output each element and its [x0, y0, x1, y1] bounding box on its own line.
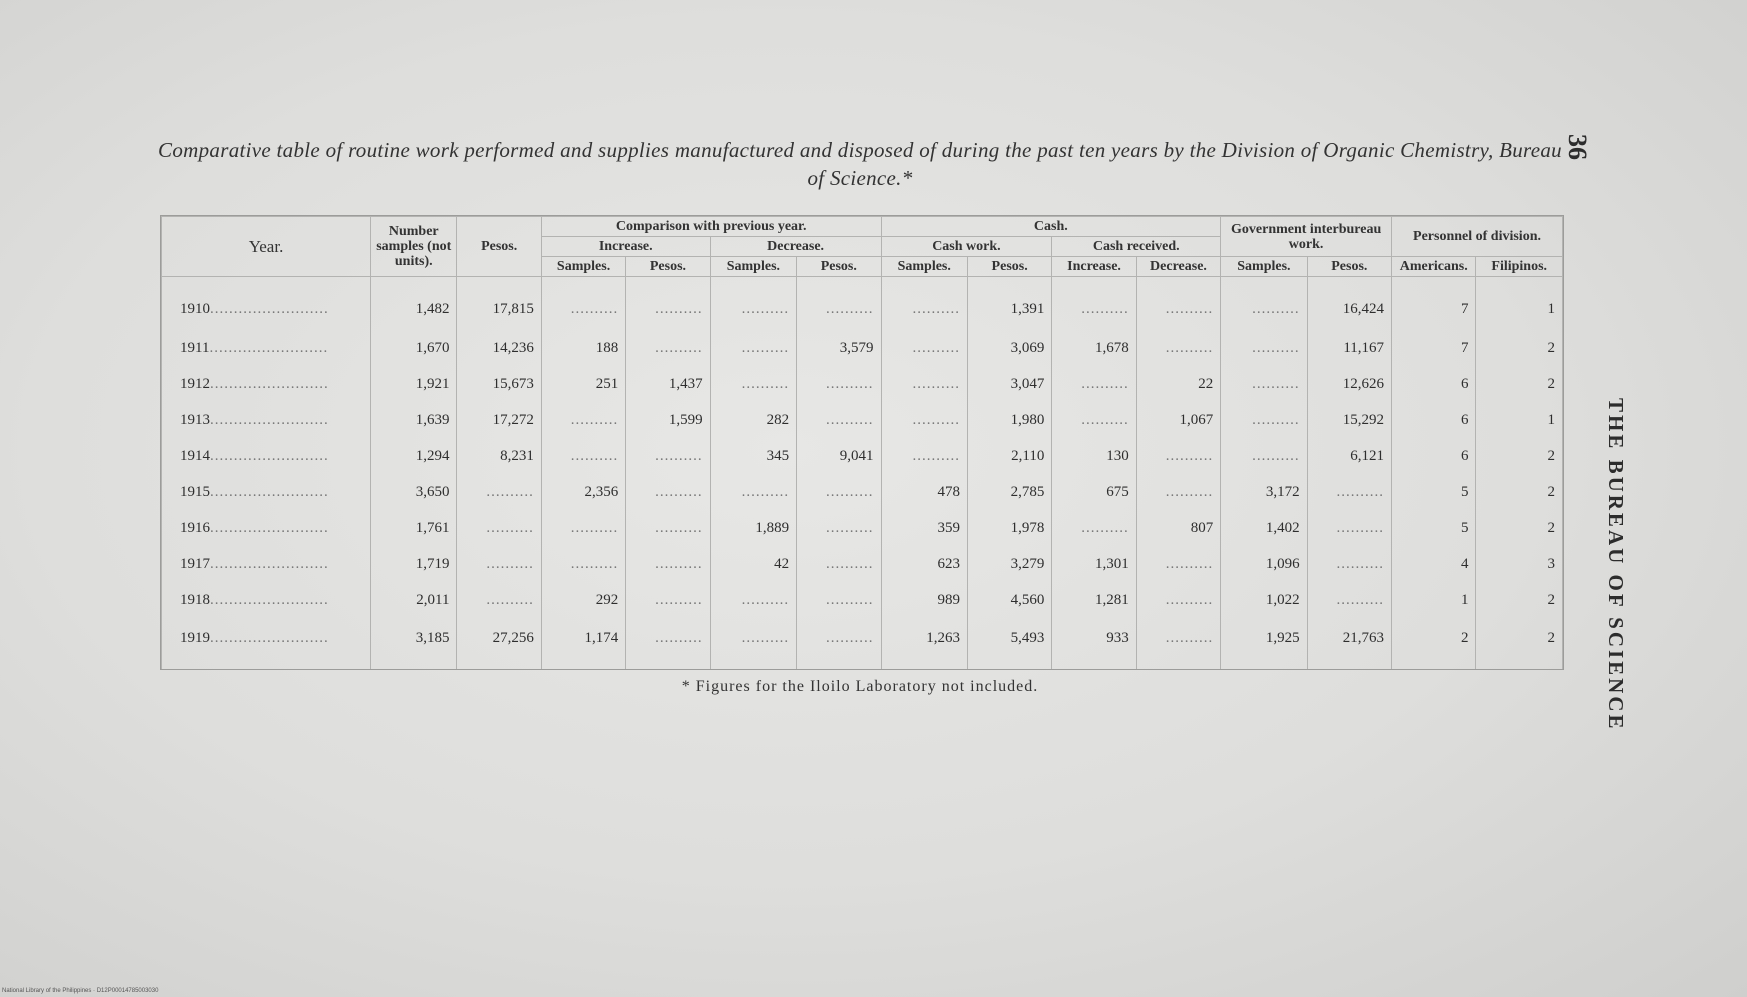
cell-gov-pesos: 16,424	[1307, 277, 1391, 331]
cell-dec-pesos: ..........	[797, 618, 881, 669]
cell-pesos: 15,673	[457, 367, 541, 403]
table-row	[162, 367, 1563, 403]
cell-cr-increase: 933	[1052, 618, 1136, 669]
table-row	[162, 331, 1563, 367]
table-row	[162, 582, 1563, 618]
cell-pesos: 27,256	[457, 618, 541, 669]
cell-inc-samples: ..........	[541, 546, 625, 582]
header-inc-pesos: Pesos.	[626, 257, 710, 277]
cell-cr-decrease: ..........	[1136, 277, 1220, 331]
table-row	[162, 546, 1563, 582]
cell-dec-pesos: ..........	[797, 475, 881, 511]
table-row	[162, 439, 1563, 475]
cell-filipinos: 2	[1476, 367, 1563, 403]
cell-cw-samples: ..........	[881, 331, 967, 367]
cell-filipinos: 2	[1476, 582, 1563, 618]
header-gov-pesos: Pesos.	[1307, 257, 1391, 277]
cell-dec-pesos: ..........	[797, 582, 881, 618]
cell-samples: 1,639	[371, 403, 457, 439]
routine-work-table	[161, 216, 1563, 669]
cell-dec-pesos: 9,041	[797, 439, 881, 475]
cell-dec-samples: ..........	[710, 582, 796, 618]
year-cell: 1912.........................	[162, 367, 371, 403]
cell-cw-pesos: 5,493	[967, 618, 1051, 669]
header-cr-decrease: Decrease.	[1136, 257, 1220, 277]
cell-inc-samples: ..........	[541, 510, 625, 546]
cell-gov-samples: ..........	[1221, 277, 1307, 331]
header-cr-increase: Increase.	[1052, 257, 1136, 277]
cell-cw-samples: 359	[881, 510, 967, 546]
cell-pesos: 17,272	[457, 403, 541, 439]
header-pesos: Pesos.	[457, 217, 541, 277]
header-cash-received: Cash received.	[1052, 237, 1221, 257]
cell-gov-samples: ..........	[1221, 331, 1307, 367]
cell-pesos: 17,815	[457, 277, 541, 331]
year-cell: 1917.........................	[162, 546, 371, 582]
header-inc-samples: Samples.	[541, 257, 625, 277]
header-comparison: Comparison with previous year.	[541, 217, 881, 237]
year-value: 1917	[180, 555, 210, 572]
cell-inc-samples: ..........	[541, 277, 625, 331]
cell-cw-pesos: 1,980	[967, 403, 1051, 439]
cell-samples: 1,921	[371, 367, 457, 403]
header-dec-pesos: Pesos.	[797, 257, 881, 277]
year-value: 1910	[180, 301, 210, 318]
header-increase: Increase.	[541, 237, 710, 257]
cell-gov-pesos: 15,292	[1307, 403, 1391, 439]
cell-cr-increase: ..........	[1052, 510, 1136, 546]
cell-gov-samples: ..........	[1221, 403, 1307, 439]
cell-cr-decrease: ..........	[1136, 582, 1220, 618]
cell-cw-samples: ..........	[881, 277, 967, 331]
cell-gov-samples: ..........	[1221, 439, 1307, 475]
cell-cr-increase: 1,281	[1052, 582, 1136, 618]
cell-cw-samples: ..........	[881, 403, 967, 439]
cell-dec-samples: ..........	[710, 331, 796, 367]
cell-dec-samples: ..........	[710, 277, 796, 331]
year-cell: 1913.........................	[162, 403, 371, 439]
cell-dec-samples: ..........	[710, 475, 796, 511]
cell-cw-pesos: 2,785	[967, 475, 1051, 511]
cell-gov-samples: 1,402	[1221, 510, 1307, 546]
cell-americans: 6	[1392, 367, 1476, 403]
cell-cr-decrease: ..........	[1136, 546, 1220, 582]
data-table-frame	[160, 215, 1564, 670]
footnote: * Figures for the Iloilo Laboratory not included.	[681, 678, 1039, 695]
cell-americans: 1	[1392, 582, 1476, 618]
cell-filipinos: 2	[1476, 618, 1563, 669]
cell-cw-samples: ..........	[881, 439, 967, 475]
cell-filipinos: 1	[1476, 403, 1563, 439]
year-cell: 1916.........................	[162, 510, 371, 546]
cell-cw-samples: 1,263	[881, 618, 967, 669]
cell-gov-pesos: ..........	[1307, 510, 1391, 546]
cell-dec-pesos: 3,579	[797, 331, 881, 367]
year-value: 1914	[180, 448, 210, 465]
cell-gov-samples: 1,096	[1221, 546, 1307, 582]
cell-cw-samples: ..........	[881, 367, 967, 403]
cell-inc-samples: 251	[541, 367, 625, 403]
table-row	[162, 618, 1563, 669]
year-cell: 1910.........................	[162, 277, 371, 331]
cell-cr-decrease: ..........	[1136, 475, 1220, 511]
cell-samples: 1,719	[371, 546, 457, 582]
header-year: Year.	[162, 217, 371, 277]
cell-cr-increase: ..........	[1052, 367, 1136, 403]
year-cell: 1911.........................	[162, 331, 371, 367]
cell-cw-samples: 623	[881, 546, 967, 582]
table-row	[162, 475, 1563, 511]
cell-americans: 6	[1392, 403, 1476, 439]
cell-americans: 7	[1392, 277, 1476, 331]
table-title: Comparative table of routine work performed and supplies manufactured and disposed of during the past ten years by the Division of Organic Chemistry, Bureau of Science.*	[158, 138, 1562, 190]
year-value: 1919	[180, 630, 210, 647]
table-row	[162, 277, 1563, 331]
cell-cw-samples: 989	[881, 582, 967, 618]
cell-inc-pesos: ..........	[626, 277, 710, 331]
cell-gov-samples: 1,925	[1221, 618, 1307, 669]
cell-inc-pesos: ..........	[626, 510, 710, 546]
cell-cr-increase: 1,301	[1052, 546, 1136, 582]
cell-cr-decrease: 807	[1136, 510, 1220, 546]
header-decrease: Decrease.	[710, 237, 881, 257]
year-value: 1913	[180, 412, 210, 429]
year-value: 1912	[180, 376, 210, 393]
cell-filipinos: 3	[1476, 546, 1563, 582]
cell-samples: 3,185	[371, 618, 457, 669]
header-government: Government interbureau work.	[1221, 217, 1392, 257]
cell-filipinos: 2	[1476, 331, 1563, 367]
cell-samples: 2,011	[371, 582, 457, 618]
year-cell: 1915.........................	[162, 475, 371, 511]
cell-cr-increase: ..........	[1052, 403, 1136, 439]
cell-inc-pesos: ..........	[626, 618, 710, 669]
cell-americans: 5	[1392, 510, 1476, 546]
cell-gov-pesos: 21,763	[1307, 618, 1391, 669]
cell-inc-pesos: ..........	[626, 546, 710, 582]
cell-filipinos: 2	[1476, 510, 1563, 546]
cell-cr-increase: 1,678	[1052, 331, 1136, 367]
cell-gov-pesos: ..........	[1307, 546, 1391, 582]
cell-pesos: ..........	[457, 475, 541, 511]
cell-americans: 5	[1392, 475, 1476, 511]
scan-caption: National Library of the Philippines · D12P00014785003030	[2, 988, 159, 994]
cell-gov-pesos: 6,121	[1307, 439, 1391, 475]
cell-cw-pesos: 3,069	[967, 331, 1051, 367]
year-cell: 1914.........................	[162, 439, 371, 475]
cell-dec-samples: 1,889	[710, 510, 796, 546]
cell-inc-pesos: ..........	[626, 331, 710, 367]
year-cell: 1919.........................	[162, 618, 371, 669]
table-row	[162, 403, 1563, 439]
cell-inc-samples: 188	[541, 331, 625, 367]
cell-dec-pesos: ..........	[797, 367, 881, 403]
cell-gov-samples: 3,172	[1221, 475, 1307, 511]
cell-samples: 1,294	[371, 439, 457, 475]
cell-cr-decrease: ..........	[1136, 331, 1220, 367]
cell-pesos: 8,231	[457, 439, 541, 475]
header-row-1	[162, 217, 1563, 237]
cell-dec-pesos: ..........	[797, 546, 881, 582]
cell-dec-pesos: ..........	[797, 277, 881, 331]
header-cash: Cash.	[881, 217, 1221, 237]
header-cw-pesos: Pesos.	[967, 257, 1051, 277]
cell-gov-samples: ..........	[1221, 367, 1307, 403]
cell-pesos: ..........	[457, 546, 541, 582]
year-value: 1915	[180, 484, 210, 500]
year-value: 1918	[180, 591, 210, 608]
cell-filipinos: 1	[1476, 277, 1563, 331]
cell-pesos: ..........	[457, 510, 541, 546]
year-cell: 1918.........................	[162, 582, 371, 618]
cell-cr-decrease: 1,067	[1136, 403, 1220, 439]
cell-inc-pesos: ..........	[626, 475, 710, 511]
cell-inc-samples: 292	[541, 582, 625, 618]
page-number: 36	[1563, 134, 1592, 160]
year-value: 1911	[180, 340, 210, 357]
year-value: 1916	[180, 519, 210, 536]
cell-cw-pesos: 3,279	[967, 546, 1051, 582]
cell-samples: 1,670	[371, 331, 457, 367]
cell-inc-samples: ..........	[541, 439, 625, 475]
cell-inc-pesos: ..........	[626, 582, 710, 618]
cell-americans: 7	[1392, 331, 1476, 367]
cell-gov-pesos: ..........	[1307, 582, 1391, 618]
cell-inc-samples: ..........	[541, 403, 625, 439]
cell-samples: 1,482	[371, 277, 457, 331]
cell-pesos: ..........	[457, 582, 541, 618]
cell-dec-pesos: ..........	[797, 403, 881, 439]
cell-dec-samples: 42	[710, 546, 796, 582]
cell-dec-samples: 345	[710, 439, 796, 475]
header-filipinos: Filipinos.	[1476, 257, 1563, 277]
header-cw-samples: Samples.	[881, 257, 967, 277]
cell-cr-decrease: 22	[1136, 367, 1220, 403]
header-number-samples: Number samples (not units).	[371, 217, 457, 277]
running-head: THE BUREAU OF SCIENCE	[1604, 398, 1628, 732]
cell-gov-pesos: 11,167	[1307, 331, 1391, 367]
cell-inc-pesos: 1,437	[626, 367, 710, 403]
cell-cr-increase: ..........	[1052, 277, 1136, 331]
cell-filipinos: 2	[1476, 475, 1563, 511]
header-dec-samples: Samples.	[710, 257, 796, 277]
header-gov-samples: Samples.	[1221, 257, 1307, 277]
cell-cw-pesos: 1,391	[967, 277, 1051, 331]
cell-americans: 6	[1392, 439, 1476, 475]
table-row	[162, 510, 1563, 546]
cell-gov-pesos: ..........	[1307, 475, 1391, 511]
header-personnel: Personnel of division.	[1392, 217, 1563, 257]
cell-cw-samples: 478	[881, 475, 967, 511]
cell-dec-pesos: ..........	[797, 510, 881, 546]
cell-dec-samples: 282	[710, 403, 796, 439]
cell-cr-decrease: ..........	[1136, 618, 1220, 669]
cell-americans: 4	[1392, 546, 1476, 582]
cell-cr-decrease: ..........	[1136, 439, 1220, 475]
header-cash-work: Cash work.	[881, 237, 1052, 257]
cell-cw-pesos: 2,110	[967, 439, 1051, 475]
cell-gov-pesos: 12,626	[1307, 367, 1391, 403]
cell-pesos: 14,236	[457, 331, 541, 367]
cell-cw-pesos: 4,560	[967, 582, 1051, 618]
cell-filipinos: 2	[1476, 439, 1563, 475]
cell-cr-increase: 675	[1052, 475, 1136, 511]
cell-samples: 1,761	[371, 510, 457, 546]
cell-inc-samples: 1,174	[541, 618, 625, 669]
cell-americans: 2	[1392, 618, 1476, 669]
cell-inc-pesos: ..........	[626, 439, 710, 475]
cell-dec-samples: ..........	[710, 618, 796, 669]
cell-cr-increase: 130	[1052, 439, 1136, 475]
header-americans: Americans.	[1392, 257, 1476, 277]
cell-samples: 3,650	[371, 475, 457, 511]
cell-cw-pesos: 1,978	[967, 510, 1051, 546]
cell-inc-pesos: 1,599	[626, 403, 710, 439]
cell-gov-samples: 1,022	[1221, 582, 1307, 618]
cell-cw-pesos: 3,047	[967, 367, 1051, 403]
table-body	[162, 277, 1563, 670]
cell-inc-samples: 2,356	[541, 475, 625, 511]
cell-dec-samples: ..........	[710, 367, 796, 403]
